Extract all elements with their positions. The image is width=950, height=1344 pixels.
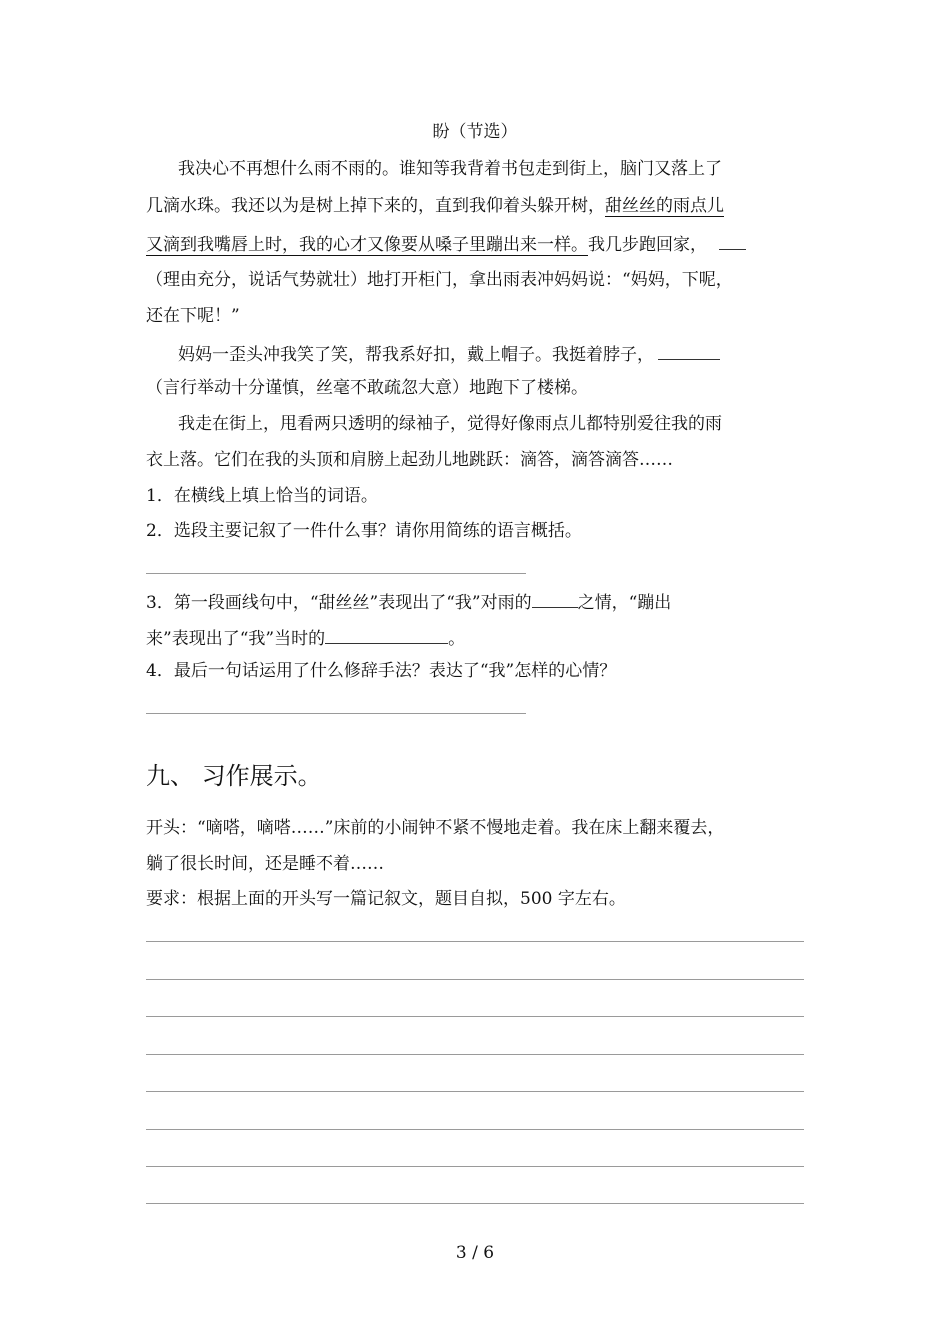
answer-line-q4[interactable] xyxy=(146,713,526,714)
question-3-text-c: 来”表现出了“我”当时的 xyxy=(146,629,326,649)
passage-p2-line1 xyxy=(178,341,720,366)
answer-line-q2[interactable] xyxy=(146,573,526,574)
passage-p3-line2: 衣上落。它们在我的头顶和肩膀上起劲儿地跳跃：滴答，滴答滴答…… xyxy=(146,450,673,470)
question-1: 1．在横线上填上恰当的词语。 xyxy=(146,486,378,506)
writing-line[interactable] xyxy=(146,1166,804,1167)
question-4: 4．最后一句话运用了什么修辞手法？表达了“我”怎样的心情？ xyxy=(146,661,617,681)
passage-p1-line2-text: 几滴水珠。我还以为是树上掉下来的，直到我仰着头躲开树， xyxy=(146,196,605,216)
writing-opening-line1: 开头：“嘀嗒，嘀嗒……”床前的小闹钟不紧不慢地走着。我在床上翻来覆去， xyxy=(146,818,725,838)
passage-p1-line3 xyxy=(146,231,746,256)
section-9-heading: 九、 习作展示。 xyxy=(146,762,322,790)
writing-line[interactable] xyxy=(146,941,804,942)
writing-line[interactable] xyxy=(146,1203,804,1204)
writing-requirement: 要求：根据上面的开头写一篇记叙文，题目自拟，500 字左右。 xyxy=(146,889,626,909)
question-3-line2 xyxy=(146,625,465,650)
passage-p2-line2: （言行举动十分谨慎，丝毫不敢疏忽大意）地跑下了楼梯。 xyxy=(146,378,588,398)
question-3-text-a: 3．第一段画线句中，“甜丝丝”表现出了“我”对雨的 xyxy=(146,593,532,613)
writing-line[interactable] xyxy=(146,1129,804,1130)
passage-p1-line1: 我决心不再想什么雨不雨的。谁知等我背着书包走到街上，脑门又落上了 xyxy=(178,159,722,179)
passage-p1-line4: （理由充分，说话气势就壮）地打开柜门，拿出雨表冲妈妈说：“妈妈，下呢， xyxy=(146,270,733,290)
question-3-line1 xyxy=(146,589,671,614)
answer-blank-q3-2[interactable] xyxy=(325,625,448,644)
writing-line[interactable] xyxy=(146,1091,804,1092)
passage-p3-line1: 我走在街上，甩看两只透明的绿袖子，觉得好像雨点儿都特别爱往我的雨 xyxy=(178,414,722,434)
passage-p1-line5: 还在下呢！” xyxy=(146,306,240,326)
writing-line[interactable] xyxy=(146,1054,804,1055)
passage-p2-line1-text: 妈妈一歪头冲我笑了笑，帮我系好扣，戴上帽子。我挺着脖子， xyxy=(178,345,654,365)
answer-blank-2[interactable] xyxy=(658,341,720,360)
page-number: 3 / 6 xyxy=(455,1243,495,1263)
writing-line[interactable] xyxy=(146,1016,804,1017)
answer-blank-1[interactable] xyxy=(719,231,746,250)
passage-title: 盼（节选） xyxy=(432,122,518,142)
question-3-text-b: 之情，“蹦出 xyxy=(577,593,672,613)
passage-p1-line3-text: 我几步跑回家， xyxy=(588,235,707,255)
question-3-text-d: 。 xyxy=(448,629,466,649)
question-2: 2．选段主要记叙了一件什么事？请你用简练的语言概括。 xyxy=(146,521,582,541)
underlined-sentence-part1: 甜丝丝的雨点儿 xyxy=(605,196,724,216)
writing-opening-line2: 躺了很长时间，还是睡不着…… xyxy=(146,854,384,874)
passage-p1-line2 xyxy=(146,195,724,217)
writing-line[interactable] xyxy=(146,979,804,980)
answer-blank-q3-1[interactable] xyxy=(532,589,578,608)
underlined-sentence-part2: 又滴到我嘴唇上时，我的心才又像要从嗓子里蹦出来一样。 xyxy=(146,235,588,255)
